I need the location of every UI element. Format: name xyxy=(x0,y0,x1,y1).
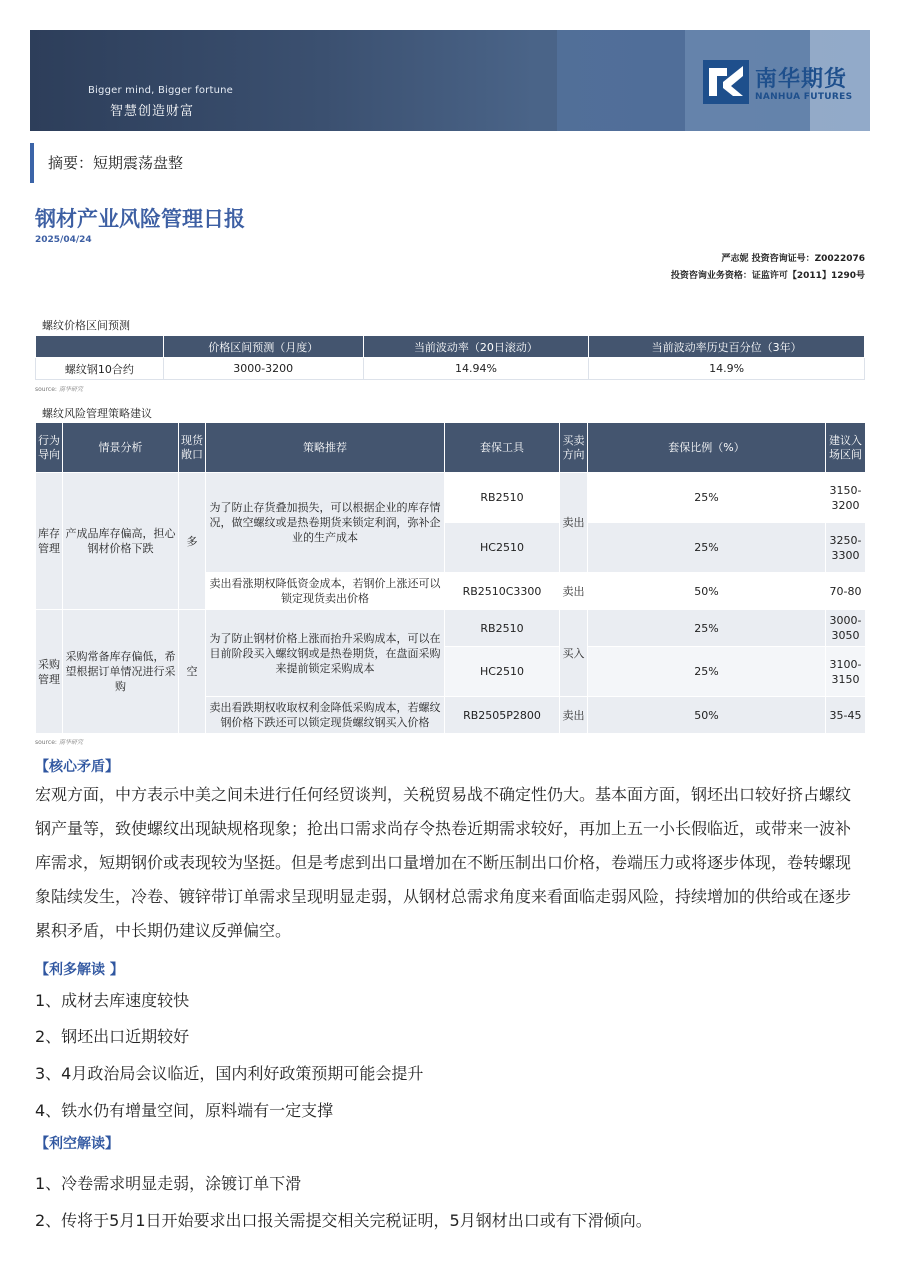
range-cell: 35-45 xyxy=(826,697,866,734)
report-date: 2025/04/24 xyxy=(35,235,92,245)
slogan-chinese: 智慧创造财富 xyxy=(110,104,195,119)
list-item: 3、4月政治局会议临近，国内利好政策预期可能会提升 xyxy=(35,1064,424,1083)
column-header: 套保工具 xyxy=(445,423,560,473)
ratio-cell: 25% xyxy=(588,610,826,647)
list-item: 2、钢坯出口近期较好 xyxy=(35,1027,190,1046)
list-item: 4、铁水仍有增量空间，原料端有一定支撑 xyxy=(35,1101,334,1120)
tool-cell: RB2505P2800 xyxy=(445,697,560,734)
exposure-cell: 多 xyxy=(179,473,206,610)
direction-cell: 采购管理 xyxy=(36,610,63,734)
source-note xyxy=(35,384,83,393)
summary: 摘要：短期震荡盘整 xyxy=(30,143,183,183)
column-header: 当前波动率（20日滚动） xyxy=(363,336,589,358)
column-header: 行为导向 xyxy=(36,423,63,473)
strategy-table xyxy=(35,422,866,734)
side-cell: 买入 xyxy=(560,610,588,697)
author-credential: 严志妮 投资咨询证号：Z0022076 xyxy=(721,254,865,264)
source-prefix: source: xyxy=(35,739,57,746)
scenario-cell: 产成品库存偏高，担心钢材价格下跌 xyxy=(63,473,179,610)
header-banner xyxy=(30,30,870,131)
side-cell: 卖出 xyxy=(560,573,588,610)
list-item: 2、传将于5月1日开始要求出口报关需提交相关完税证明，5月钢材出口或有下滑倾向。 xyxy=(35,1211,652,1230)
column-header xyxy=(36,336,164,358)
ratio-cell: 50% xyxy=(588,573,826,610)
column-header: 价格区间预测（月度） xyxy=(163,336,363,358)
range-cell: 70-80 xyxy=(826,573,866,610)
source-name: 南华研究 xyxy=(58,386,83,393)
table-cell: 14.9% xyxy=(589,358,865,380)
column-header: 情景分析 xyxy=(63,423,179,473)
bullish-heading: 【利多解读 】 xyxy=(35,962,124,978)
ratio-cell: 50% xyxy=(588,697,826,734)
strategy-cell: 为了防止钢材价格上涨而抬升采购成本，可以在目前阶段买入螺纹钢或是热卷期货，在盘面采购来提前锁定采购成本 xyxy=(206,610,445,697)
source-prefix: source: xyxy=(35,386,57,393)
strategy-cell: 卖出看跌期权收取权利金降低采购成本，若螺纹钢价格下跌还可以锁定现货螺纹钢买入价格 xyxy=(206,697,445,734)
table-cell: 14.94% xyxy=(363,358,589,380)
table-row xyxy=(36,610,866,647)
price-range-table xyxy=(35,335,865,380)
tool-cell: RB2510C3300 xyxy=(445,573,560,610)
column-header: 现货敞口 xyxy=(179,423,206,473)
table-row xyxy=(36,358,865,380)
nanhua-logo-icon xyxy=(703,60,749,104)
range-cell: 3000-3050 xyxy=(826,610,866,647)
table-cell: 螺纹钢10合约 xyxy=(36,358,164,380)
slogan-english: Bigger mind, Bigger fortune xyxy=(88,85,234,96)
direction-cell: 库存管理 xyxy=(36,473,63,610)
column-header: 建议入场区间 xyxy=(826,423,866,473)
banner-stripe xyxy=(557,30,685,131)
list-item: 1、成材去库速度较快 xyxy=(35,991,190,1010)
tool-cell: RB2510 xyxy=(445,610,560,647)
scenario-cell: 采购常备库存偏低，希望根据订单情况进行采购 xyxy=(63,610,179,734)
side-cell: 卖出 xyxy=(560,697,588,734)
table-cell: 3000-3200 xyxy=(163,358,363,380)
list-item: 1、冷卷需求明显走弱，涂镀订单下滑 xyxy=(35,1174,302,1193)
ratio-cell: 25% xyxy=(588,647,826,697)
strategy-cell: 卖出看涨期权降低资金成本，若钢价上涨还可以锁定现货卖出价格 xyxy=(206,573,445,610)
column-header: 套保比例（%） xyxy=(588,423,826,473)
core-paragraph: 宏观方面，中方表示中美之间未进行任何经贸谈判，关税贸易战不确定性仍大。基本面方面，钢坯出口较好挤占螺纹钢产量等，致使螺纹出现缺规格现象；抢出口需求尚存令热卷近期需求较好，再加上五一小长假临近，或带来一波补库需求，短期钢价或表现较为坚挺。但是考虑到出口量增加在不断压制出口价格，卷端压力或将逐步体现，卷转螺现象陆续发生，冷卷、镀锌带订单需求呈现明显走弱，从钢材总需求角度来看面临走弱风险，持续增加的供给或在逐步累积矛盾，中长期仍建议反弹偏空。 xyxy=(35,785,852,940)
range-cell: 3150-3200 xyxy=(826,473,866,523)
core-heading: 【核心矛盾】 xyxy=(35,759,119,775)
range-cell: 3250-3300 xyxy=(826,523,866,573)
column-header: 策略推荐 xyxy=(206,423,445,473)
side-cell: 卖出 xyxy=(560,473,588,573)
logo-text-chinese: 南华期货 xyxy=(755,67,848,92)
range-cell: 3100-3150 xyxy=(826,647,866,697)
strategy-table-label: 螺纹风险管理策略建议 xyxy=(42,407,152,420)
source-note xyxy=(35,737,83,746)
ratio-cell: 25% xyxy=(588,523,826,573)
license-info: 投资咨询业务资格：证监许可【2011】1290号 xyxy=(670,271,865,281)
table-header-row xyxy=(36,336,865,358)
bearish-heading: 【利空解读】 xyxy=(35,1136,119,1152)
tool-cell: HC2510 xyxy=(445,523,560,573)
tool-cell: HC2510 xyxy=(445,647,560,697)
tool-cell: RB2510 xyxy=(445,473,560,523)
table-row xyxy=(36,473,866,523)
table-header-row xyxy=(36,423,866,473)
strategy-cell: 为了防止存货叠加损失，可以根据企业的库存情况，做空螺纹或是热卷期货来锁定利润，弥补企业的生产成本 xyxy=(206,473,445,573)
range-table-label: 螺纹价格区间预测 xyxy=(42,319,130,332)
exposure-cell: 空 xyxy=(179,610,206,734)
source-name: 南华研究 xyxy=(58,739,83,746)
logo-text-english: NANHUA FUTURES xyxy=(755,92,853,102)
company-logo xyxy=(695,50,870,110)
page-title: 钢材产业风险管理日报 xyxy=(35,207,245,231)
ratio-cell: 25% xyxy=(588,473,826,523)
column-header: 当前波动率历史百分位（3年） xyxy=(589,336,865,358)
column-header: 买卖方向 xyxy=(560,423,588,473)
